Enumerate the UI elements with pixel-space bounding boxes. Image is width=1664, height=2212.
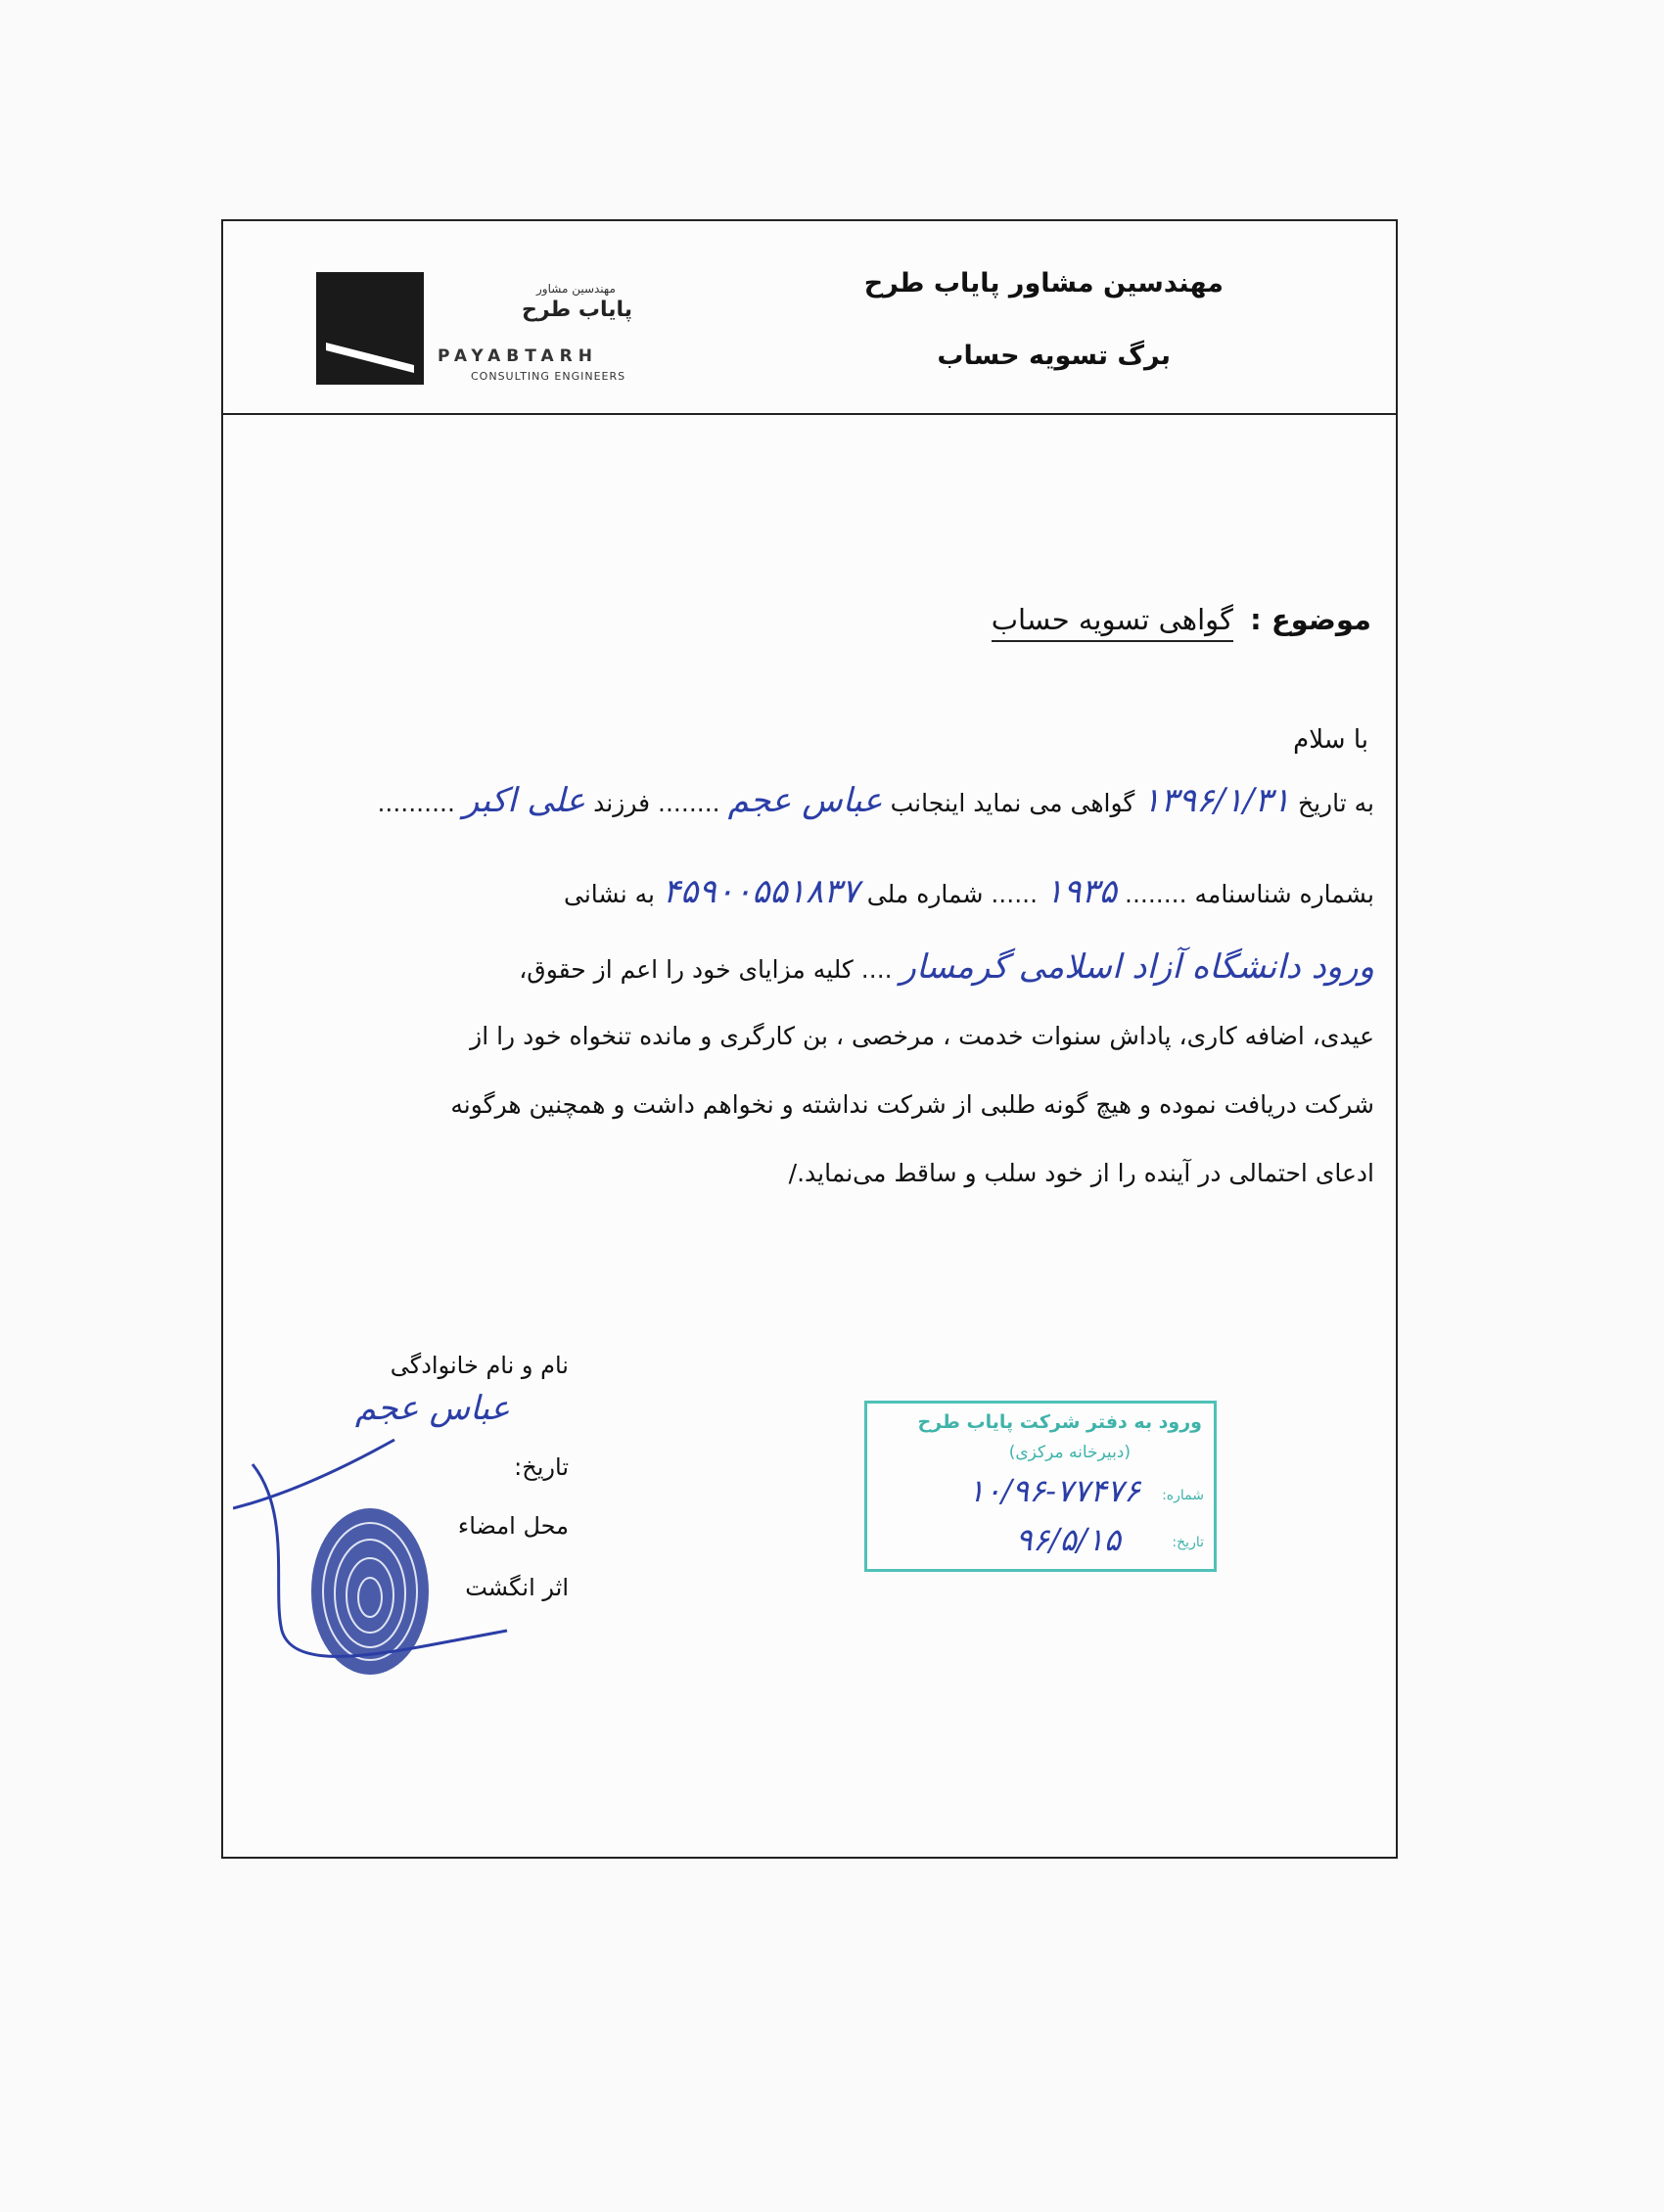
text: به نشانی (563, 880, 655, 908)
logo-text-fa: پایاب طرح (522, 298, 633, 322)
subject-label: موضوع : (1250, 603, 1371, 636)
signature-label: محل امضاء (457, 1512, 569, 1540)
fingerprint-label: اثر انگشت (465, 1574, 569, 1601)
dotted-blank: .......... (377, 789, 455, 817)
stamp-date-value: ۹۶/۵/۱۵ (1015, 1521, 1121, 1558)
name-label: نام و نام خانوادگی (390, 1352, 569, 1379)
body-line-3 (519, 947, 1374, 987)
form-header (223, 221, 1396, 415)
text: به تاریخ (1297, 789, 1374, 817)
company-name: مهندسین مشاور پایاب طرح (863, 268, 1224, 299)
handwritten-date: ۱۳۹۶/۱/۳۱ (1142, 781, 1290, 820)
stamp-subtitle: (دبیرخانه مرکزی) (1008, 1443, 1131, 1462)
text: فرزند (593, 789, 651, 817)
dotted-blank: .... (860, 955, 893, 984)
subject-value: گواهی تسویه حساب (992, 603, 1233, 642)
stamp-number-label: شماره: (1162, 1488, 1204, 1503)
company-logo (316, 272, 649, 390)
body-line-5: شرکت دریافت نموده و هیچ گونه طلبی از شرکت نداشته و نخواهم داشت و همچنین هرگونه (450, 1090, 1374, 1119)
text: بشماره شناسنامه (1194, 880, 1374, 908)
handwritten-id-number: ۱۹۳۵ (1045, 872, 1118, 911)
stamp-number-value: ۱۰/۹۶-۷۷۴۷۶ (967, 1472, 1140, 1509)
subject-line (992, 603, 1371, 636)
salutation: با سلام (1293, 725, 1368, 755)
handwritten-national-id: ۴۵۹۰۰۵۵۱۸۳۷ (662, 872, 859, 911)
form-title: برگ تسویه حساب (937, 341, 1171, 371)
registry-stamp (864, 1401, 1217, 1572)
text: گواهی می نماید اینجانب (890, 789, 1135, 817)
body-line-6: ادعای احتمالی در آینده را از خود سلب و ساقط می‌نماید./ (788, 1159, 1374, 1187)
dotted-blank: ........ (658, 789, 720, 817)
handwritten-address: ورود دانشگاه آزاد اسلامی گرمسار (900, 947, 1374, 987)
logo-subtext: CONSULTING ENGINEERS (471, 370, 626, 383)
dotted-blank: ...... (991, 880, 1039, 908)
signature-fingerprint-graphic (233, 1435, 527, 1709)
date-label: تاریخ: (514, 1453, 569, 1481)
stamp-date-label: تاریخ: (1172, 1535, 1204, 1550)
logo-text-en: PAYABTARH (438, 346, 598, 366)
body-line-1 (377, 781, 1374, 820)
body-line-4: عیدی، اضافه کاری، پاداش سنوات خدمت ، مرخصی ، بن کارگری و مانده تنخواه خود را از (470, 1022, 1374, 1050)
stamp-title: ورود به دفتر شرکت پایاب طرح (917, 1411, 1202, 1433)
body-line-2 (564, 872, 1374, 911)
text: کلیه مزایای خود را اعم از حقوق، (519, 955, 854, 984)
text: شماره ملی (866, 880, 984, 908)
dotted-blank: ........ (1125, 880, 1187, 908)
logo-mark (316, 272, 424, 385)
logo-text-fa-small: مهندسین مشاور (536, 282, 616, 296)
handwritten-father-name: علی اکبر (462, 781, 586, 820)
handwritten-signer-name: عباس عجم (354, 1389, 510, 1428)
settlement-form (221, 219, 1398, 1859)
handwritten-name: عباس عجم (727, 781, 883, 820)
